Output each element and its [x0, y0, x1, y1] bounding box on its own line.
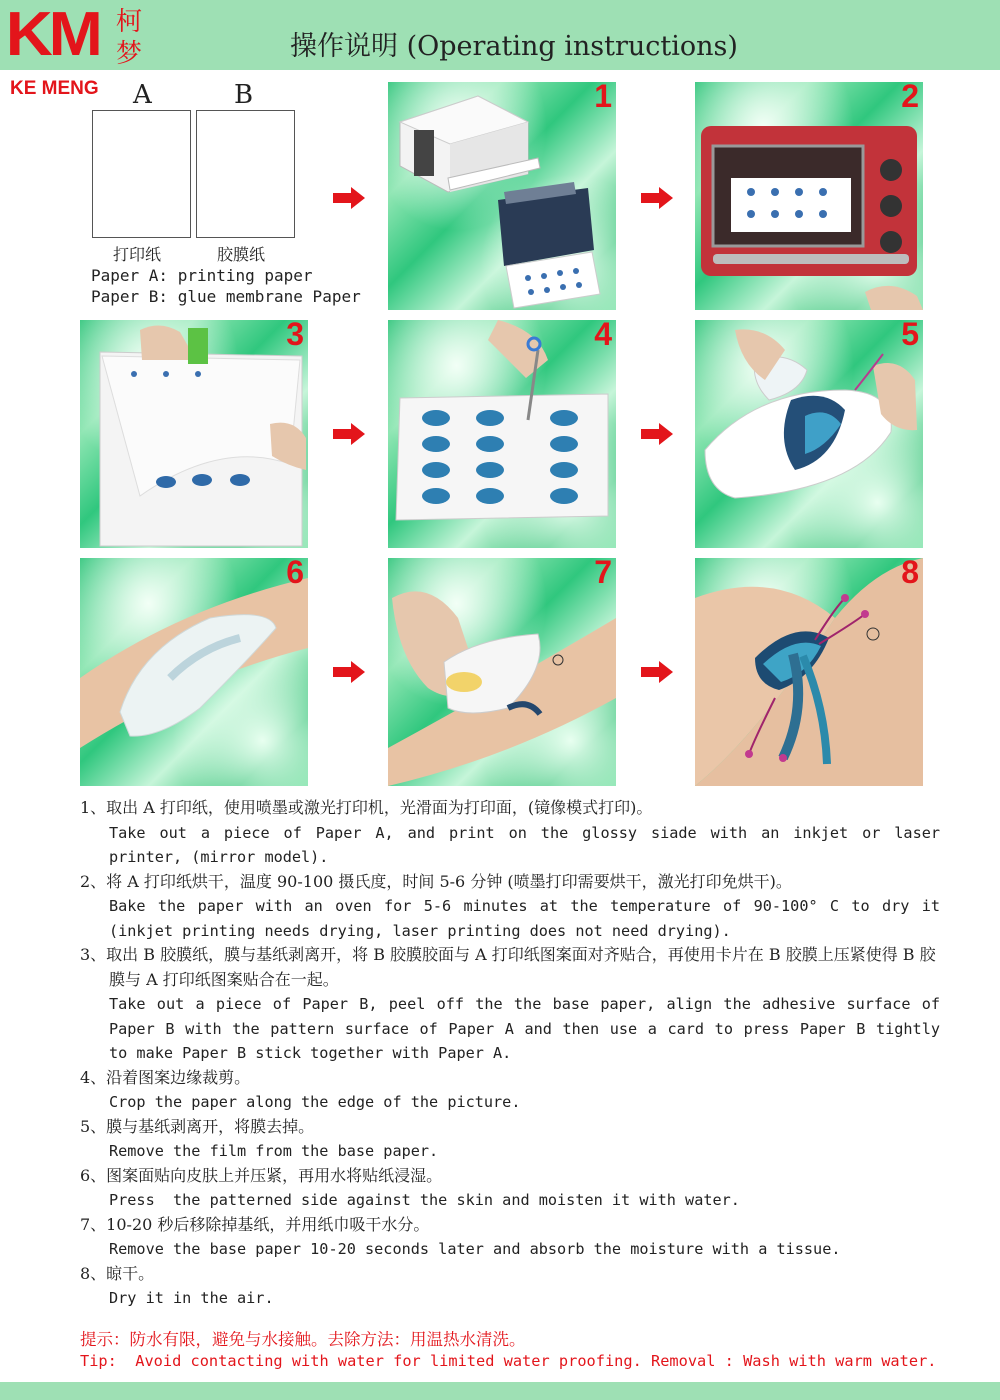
logo-letters: KM — [5, 0, 99, 69]
paper-a-label: A — [133, 80, 152, 110]
tip-chinese: 提示：防水有限，避免与水接触。去除方法：用温热水清洗。 — [80, 1330, 526, 1349]
step-number-3: 3 — [286, 320, 304, 352]
instruction-english: Remove the base paper 10-20 seconds later and absorb the moisture with a tissue. — [109, 1240, 841, 1258]
step-number-6: 6 — [286, 558, 304, 590]
step-number-8: 8 — [901, 558, 919, 590]
arrow-right-icon — [333, 661, 365, 683]
peel-film-icon — [695, 320, 923, 548]
tip-english: Tip: Avoid contacting with water for limited water proofing. Removal : Wash with warm water. — [80, 1352, 937, 1370]
paper-a-definition: Paper A: printing paper — [91, 266, 313, 285]
logo-brand-name: KE MENG — [10, 78, 99, 99]
step-photo-1 — [388, 82, 616, 310]
instruction-chinese: 6、图案面贴向皮肤上并压紧，再用水将贴纸浸湿。 — [80, 1165, 443, 1185]
arm-paper-icon — [80, 558, 308, 786]
arrow-right-icon — [641, 661, 673, 683]
instruction-step-7 — [80, 1213, 940, 1262]
instruction-step-2 — [80, 870, 940, 944]
instruction-list — [80, 796, 940, 1311]
paper-b-definition: Paper B: glue membrane Paper — [91, 287, 361, 306]
step-number-2: 2 — [901, 82, 919, 114]
paper-b-sheet — [196, 110, 295, 238]
step-photo-2 — [695, 82, 923, 310]
instruction-english: Dry it in the air. — [109, 1289, 274, 1307]
footer-band — [0, 1382, 1000, 1400]
step-number-4: 4 — [594, 320, 612, 352]
instruction-step-5 — [80, 1115, 940, 1164]
paper-b-label: B — [234, 80, 254, 110]
instruction-step-3 — [80, 943, 940, 1066]
peel-sheet-icon — [80, 320, 308, 548]
instruction-chinese: 4、沿着图案边缘裁剪。 — [80, 1067, 251, 1087]
step-photo-4 — [388, 320, 616, 548]
paper-b-chinese: 胶膜纸 — [217, 245, 266, 264]
arrow-right-icon — [333, 423, 365, 445]
arrow-right-icon — [641, 187, 673, 209]
step-photo-5 — [695, 320, 923, 548]
instruction-english: Bake the paper with an oven for 5-6 minutes at the temperature of 90-100° C to dry it (inkjet printing needs drying, laser printing does not need drying). — [109, 897, 940, 940]
instruction-chinese: 3、取出 B 胶膜纸，膜与基纸剥离开，将 B 胶膜胶面与 A 打印纸图案面对齐贴合，再使用卡片在 B 胶膜上压紧使得 B 胶膜与 A 打印纸图案贴合在一起。 — [80, 945, 936, 989]
oven-icon — [695, 82, 923, 310]
paper-a-sheet — [92, 110, 191, 238]
instruction-english: Take out a piece of Paper A, and print on the glossy siade with an inkjet or laser printer, (mirror model). — [109, 823, 940, 866]
instruction-english: Press the patterned side against the skin and moisten it with water. — [109, 1191, 740, 1209]
instruction-english: Crop the paper along the edge of the picture. — [109, 1093, 521, 1111]
arrow-right-icon — [641, 423, 673, 445]
paper-a-chinese: 打印纸 — [113, 245, 162, 264]
instruction-chinese: 7、10-20 秒后移除掉基纸，并用纸巾吸干水分。 — [80, 1214, 430, 1234]
instruction-english: Remove the film from the base paper. — [109, 1142, 439, 1160]
instruction-step-4 — [80, 1066, 940, 1115]
step-photo-7 — [388, 558, 616, 786]
arrow-right-icon — [333, 187, 365, 209]
scissors-icon — [388, 320, 616, 548]
instruction-step-1 — [80, 796, 940, 870]
instruction-chinese: 2、将 A 打印纸烘干，温度 90-100 摄氏度，时间 5-6 分钟 (喷墨打印需要烘干，激光打印免烘干)。 — [80, 871, 792, 891]
page-title: 操作说明 (Operating instructions) — [290, 31, 738, 62]
step-number-5: 5 — [901, 320, 919, 352]
step-photo-6 — [80, 558, 308, 786]
instruction-chinese: 5、膜与基纸剥离开，将膜去掉。 — [80, 1116, 315, 1136]
instruction-step-6 — [80, 1164, 940, 1213]
instruction-step-8 — [80, 1262, 940, 1311]
instruction-chinese: 8、晾干。 — [80, 1263, 155, 1283]
instruction-english: Take out a piece of Paper B, peel off the the base paper, align the adhesive surface of Paper B with the pattern surface of Paper A and then use a card to press Paper B tightly to make Paper B stick together with Paper A. — [109, 995, 940, 1062]
remove-paper-icon — [388, 558, 616, 786]
instruction-chinese: 1、取出 A 打印纸，使用喷墨或激光打印机，光滑面为打印面，(镜像模式打印)。 — [80, 798, 653, 817]
step-photo-3 — [80, 320, 308, 548]
printer-icon — [388, 82, 616, 310]
logo-chinese: 柯梦 — [116, 7, 143, 69]
step-photo-8 — [695, 558, 923, 786]
butterfly-tattoo-icon — [695, 558, 923, 786]
step-number-1: 1 — [594, 82, 612, 114]
step-number-7: 7 — [594, 558, 612, 590]
